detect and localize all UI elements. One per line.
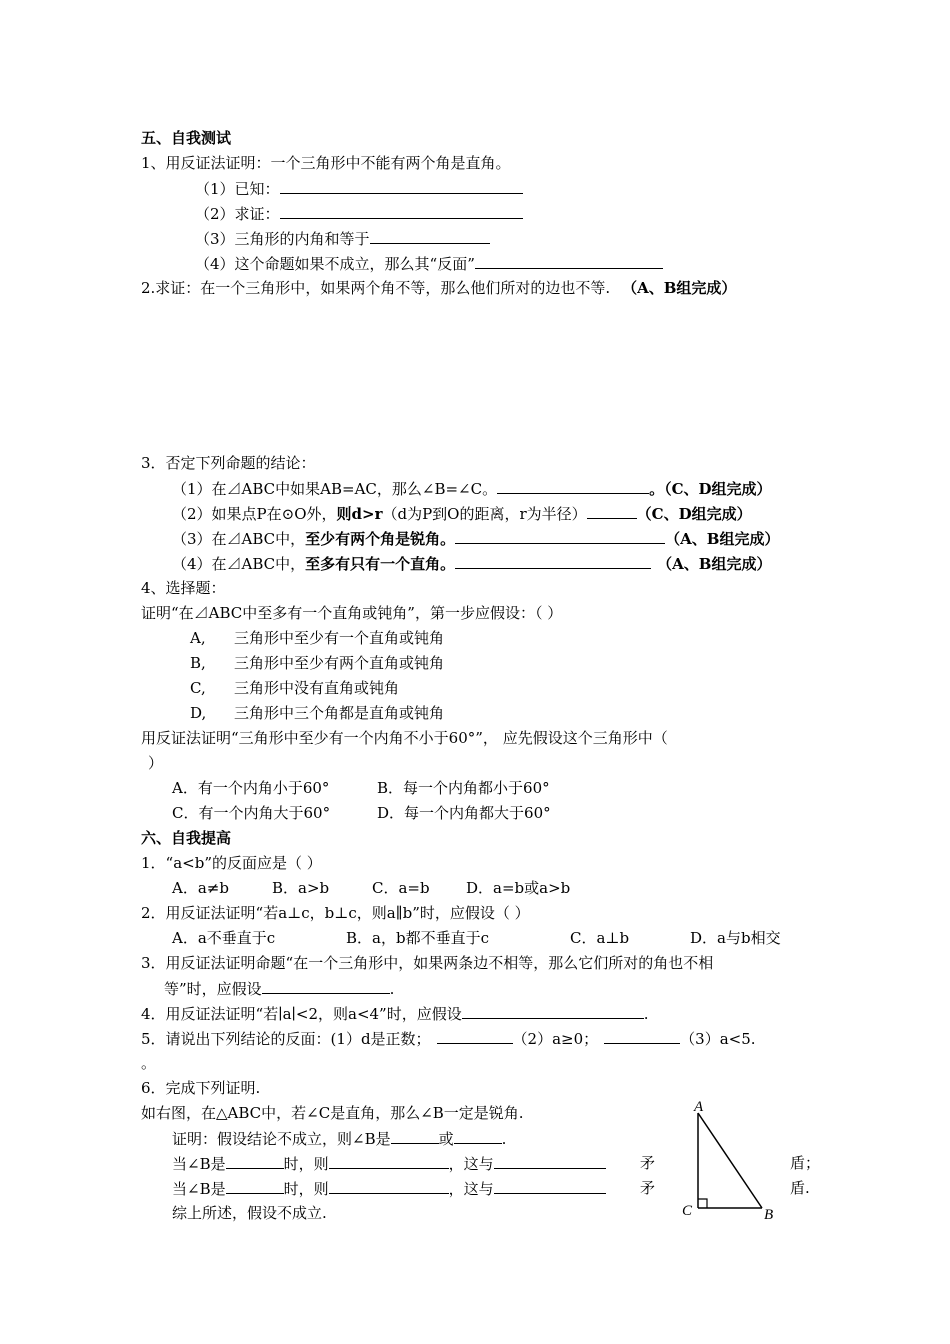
answer-blank[interactable]: [280, 178, 523, 194]
answer-blank[interactable]: [262, 978, 390, 994]
answer-blank[interactable]: [437, 1028, 513, 1044]
q1-part3: （3）三角形的内角和等于: [195, 228, 490, 248]
answer-blank[interactable]: [329, 1178, 449, 1194]
answer-blank[interactable]: [280, 203, 523, 219]
section5-title: 五、自我测试: [141, 129, 232, 147]
q4-sub2-line2: ）: [148, 754, 164, 772]
answer-blank[interactable]: [391, 1128, 439, 1144]
answer-blank[interactable]: [462, 1003, 644, 1019]
dun-char: 盾.: [790, 1179, 810, 1197]
q3-item1: （1）在⊿ABC中如果AB=AC，那么∠B=∠C。 。（C、D组完成）: [172, 480, 772, 498]
q1-part1: （1）已知：: [195, 178, 523, 198]
answer-blank[interactable]: [455, 553, 651, 569]
s6-q6-stem: 6．完成下列证明.: [141, 1079, 261, 1097]
s6-q1-option-c[interactable]: C．a=b: [372, 879, 430, 897]
choice-d[interactable]: D, 三角形中三个角都是直角或钝角: [190, 704, 445, 722]
right-angle-mark: [698, 1199, 707, 1208]
answer-blank[interactable]: [494, 1153, 606, 1169]
q4-sub1: 证明“在⊿ABC中至多有一个直角或钝角”，第一步应假设：（ ）: [141, 604, 563, 622]
mao-char: 矛: [640, 1154, 656, 1172]
s6-q2-option-c[interactable]: C．a⊥b: [570, 929, 630, 947]
section6-title: 六、自我提高: [141, 829, 232, 847]
answer-blank[interactable]: [494, 1178, 606, 1194]
s6-q5-line2: 。: [141, 1054, 157, 1072]
right-triangle-figure: [680, 1095, 790, 1225]
answer-blank[interactable]: [475, 253, 663, 269]
vertex-label-b: B: [764, 1207, 774, 1223]
s6-q6-proof1: 证明：假设结论不成立，则∠B是 或 .: [172, 1130, 507, 1148]
answer-blank[interactable]: [370, 228, 490, 244]
answer-blank[interactable]: [226, 1178, 284, 1194]
q4-stem: 4、选择题：: [141, 579, 226, 597]
q2-stem: 2.求证：在一个三角形中，如果两个角不等，那么他们所对的边也不等. （A、B组完成）: [141, 279, 737, 297]
s6-q5: 5．请说出下列结论的反面：(1）d是正数； （2）a≥0； （3）a<5.: [141, 1030, 756, 1048]
s6-q6-conclusion: 综上所述，假设不成立.: [172, 1204, 327, 1222]
answer-blank[interactable]: [329, 1153, 449, 1169]
s6-q6-intro: 如右图，在△ABC中，若∠C是直角，那么∠B一定是锐角.: [141, 1104, 524, 1122]
q3-item4: （4）在⊿ABC中，至多有只有一个直角。 （A、B组完成）: [172, 555, 772, 573]
q3-item3: （3）在⊿ABC中，至少有两个角是锐角。 （A、B组完成）: [172, 530, 780, 548]
choice-c[interactable]: C, 三角形中没有直角或钝角: [190, 679, 400, 697]
option-b[interactable]: B．每一个内角都小于60°: [377, 779, 550, 797]
s6-q1-stem: 1．“a<b”的反面应是（ ）: [141, 854, 322, 872]
answer-blank[interactable]: [226, 1153, 284, 1169]
s6-q2-option-b[interactable]: B．a，b都不垂直于c: [346, 929, 489, 947]
answer-blank[interactable]: [604, 1028, 680, 1044]
answer-blank[interactable]: [497, 478, 649, 494]
q1-part4: （4）这个命题如果不成立，那么其“反面”: [195, 253, 663, 273]
s6-q3-line2: 等”时，应假设 .: [164, 980, 395, 998]
answer-blank[interactable]: [454, 1128, 502, 1144]
s6-q3-line1: 3．用反证法证明命题“在一个三角形中，如果两条边不相等，那么它们所对的角也不相: [141, 954, 714, 972]
s6-q4: 4．用反证法证明“若∣a∣<2，则a<4”时，应假设 .: [141, 1005, 649, 1023]
choice-b[interactable]: B, 三角形中至少有两个直角或钝角: [190, 654, 445, 672]
mao-char: 矛: [640, 1179, 656, 1197]
s6-q1-option-b[interactable]: B．a>b: [272, 879, 330, 897]
vertex-label-a: A: [694, 1099, 704, 1115]
s6-q2-option-d[interactable]: D．a与b相交: [690, 929, 781, 947]
option-d[interactable]: D．每一个内角都大于60°: [377, 804, 551, 822]
s6-q1-option-d[interactable]: D．a=b或a>b: [466, 879, 571, 897]
q3-item2: （2）如果点P在⊙O外，则d>r（d为P到O的距离，r为半径） （C、D组完成）: [172, 505, 752, 523]
vertex-label-c: C: [682, 1203, 693, 1219]
q4-sub2-line1: 用反证法证明“三角形中至少有一个内角不小于60°”， 应先假设这个三角形中（: [141, 729, 668, 747]
answer-blank[interactable]: [455, 528, 665, 544]
answer-blank[interactable]: [587, 503, 637, 519]
s6-q2-option-a[interactable]: A．a不垂直于c: [172, 929, 276, 947]
dun-char: 盾；: [790, 1154, 821, 1172]
option-a[interactable]: A．有一个内角小于60°: [172, 779, 330, 797]
q1-part2: （2）求证：: [195, 203, 523, 223]
s6-q6-case1: 当∠B是 时，则 ，这与: [172, 1153, 606, 1173]
s6-q1-option-a[interactable]: A．a≠b: [172, 879, 229, 897]
s6-q2-stem: 2．用反证法证明“若a⊥c，b⊥c，则a∥b”时，应假设（ ）: [141, 904, 530, 922]
group-tag: （A、B组完成）: [622, 279, 737, 297]
s6-q6-case2: 当∠B是 时，则 ，这与: [172, 1178, 606, 1198]
q3-stem: 3．否定下列命题的结论：: [141, 454, 316, 472]
side-ab: [698, 1113, 762, 1208]
q1-stem: 1、用反证法证明：一个三角形中不能有两个角是直角。: [141, 154, 511, 172]
choice-a[interactable]: A, 三角形中至少有一个直角或钝角: [190, 629, 445, 647]
option-c[interactable]: C．有一个内角大于60°: [172, 804, 331, 822]
